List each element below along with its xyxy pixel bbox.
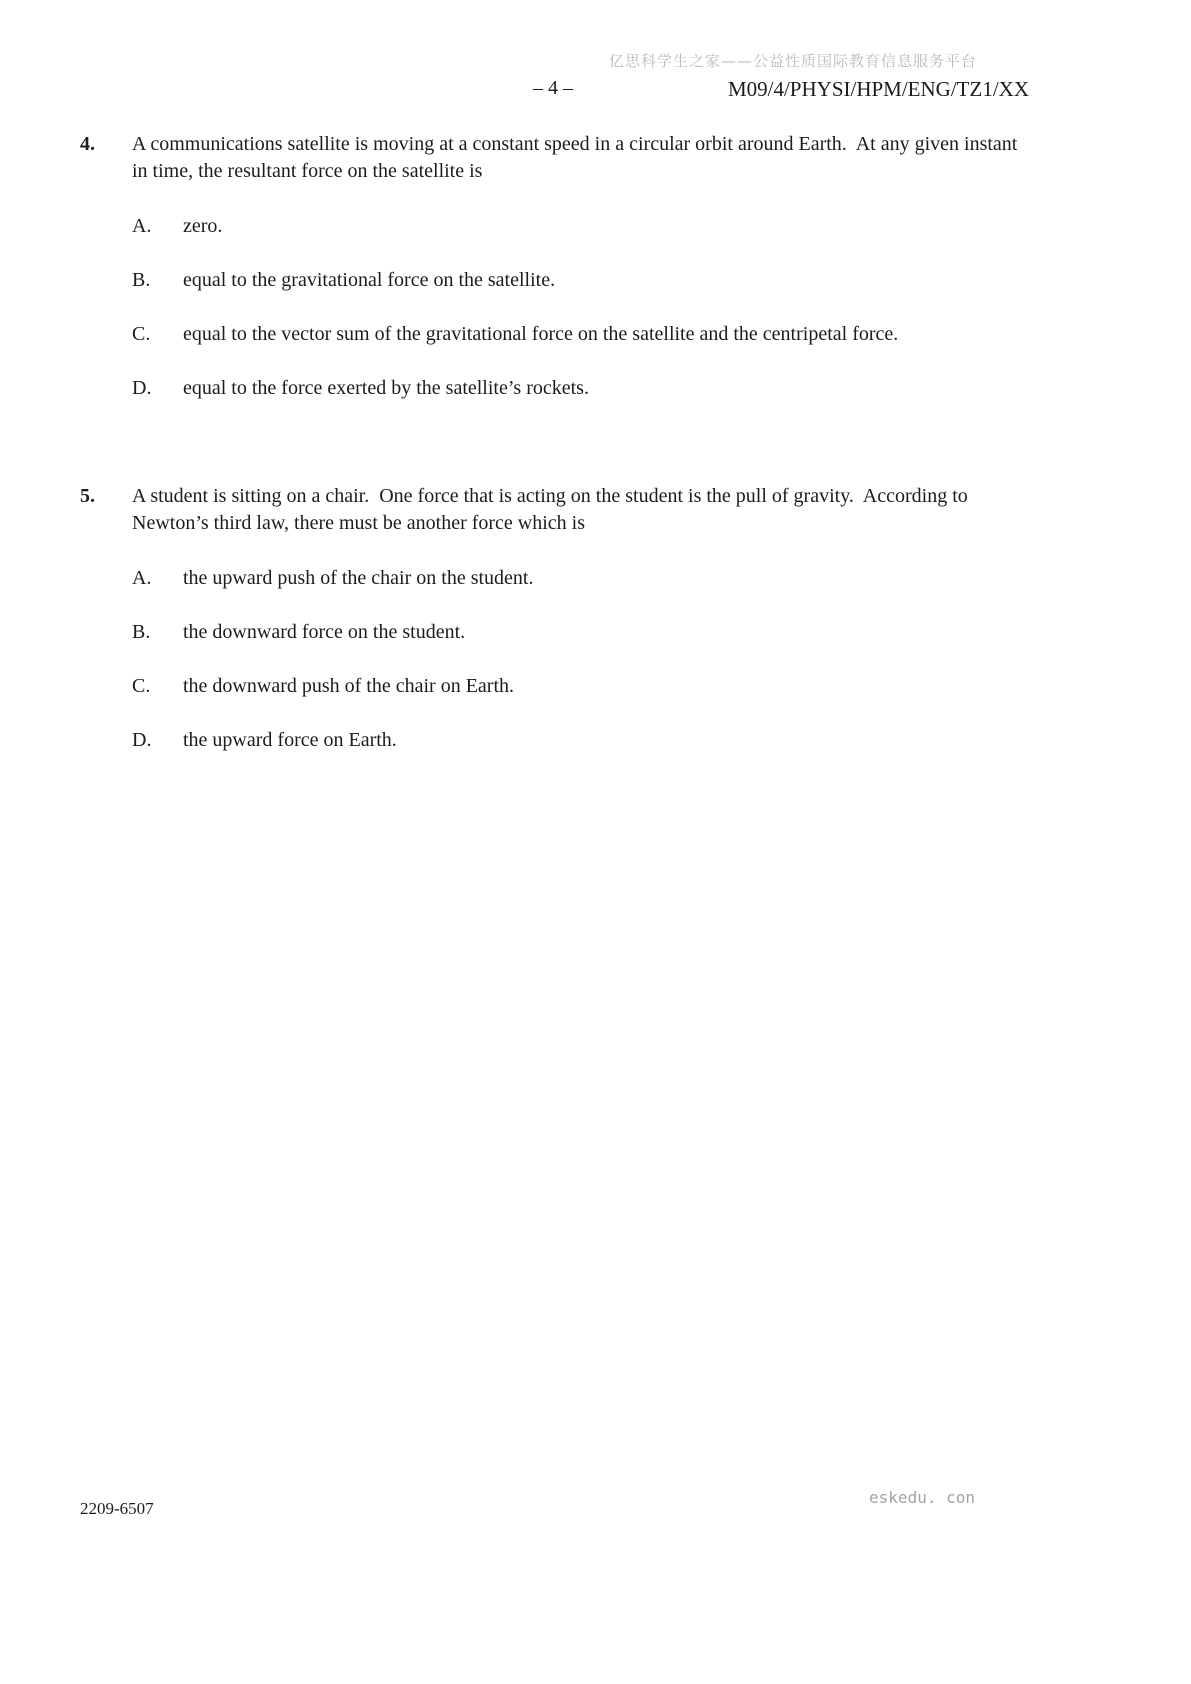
document-reference-code: 2209-6507 [80, 1499, 154, 1518]
question-body [132, 483, 1032, 754]
question-text: A communications satellite is moving at a constant speed in a circular orbit around Earth. At any given instant in time, the resultant force on the satellite is [132, 133, 1023, 182]
question-number: 5. [80, 485, 95, 507]
option-a [132, 213, 1032, 240]
question-text: A student is sitting on a chair. One force that is acting on the student is the pull of gravity. According to Newton’s third law, there must be another force which is [132, 485, 973, 534]
option-d [132, 375, 1032, 402]
option-c [132, 673, 1032, 700]
option-letter: A. [132, 567, 152, 589]
option-text: zero. [183, 215, 223, 237]
page-number: – 4 – [533, 77, 573, 99]
question-body [132, 131, 1032, 402]
option-b [132, 267, 1032, 294]
option-letter: D. [132, 377, 152, 399]
option-text: the downward push of the chair on Earth. [183, 675, 515, 697]
questions-area [80, 131, 1032, 754]
option-letter: C. [132, 323, 151, 345]
question-4 [80, 131, 1032, 402]
option-text: equal to the force exerted by the satellite’s rockets. [183, 377, 589, 399]
option-letter: D. [132, 729, 152, 751]
question-number: 4. [80, 133, 95, 155]
option-text: the upward force on Earth. [183, 729, 397, 751]
option-d [132, 727, 1032, 754]
option-c [132, 321, 1032, 348]
option-a [132, 565, 1032, 592]
bottom-watermark: eskedu. con [869, 1488, 975, 1507]
option-b [132, 619, 1032, 646]
question-5 [80, 483, 1032, 754]
option-letter: B. [132, 621, 151, 643]
option-text: the upward push of the chair on the student. [183, 567, 534, 589]
option-text: equal to the gravitational force on the satellite. [183, 269, 556, 291]
option-text: equal to the vector sum of the gravitational force on the satellite and the centripetal force. [183, 323, 899, 345]
option-letter: A. [132, 215, 152, 237]
options-list [132, 565, 1032, 754]
options-list [132, 213, 1032, 402]
option-text: the downward force on the student. [183, 621, 466, 643]
exam-code: M09/4/PHYSI/HPM/ENG/TZ1/XX [727, 77, 1029, 101]
option-letter: C. [132, 675, 151, 697]
option-letter: B. [132, 269, 151, 291]
top-watermark: 亿思科学生之家——公益性质国际教育信息服务平台 [608, 52, 977, 70]
